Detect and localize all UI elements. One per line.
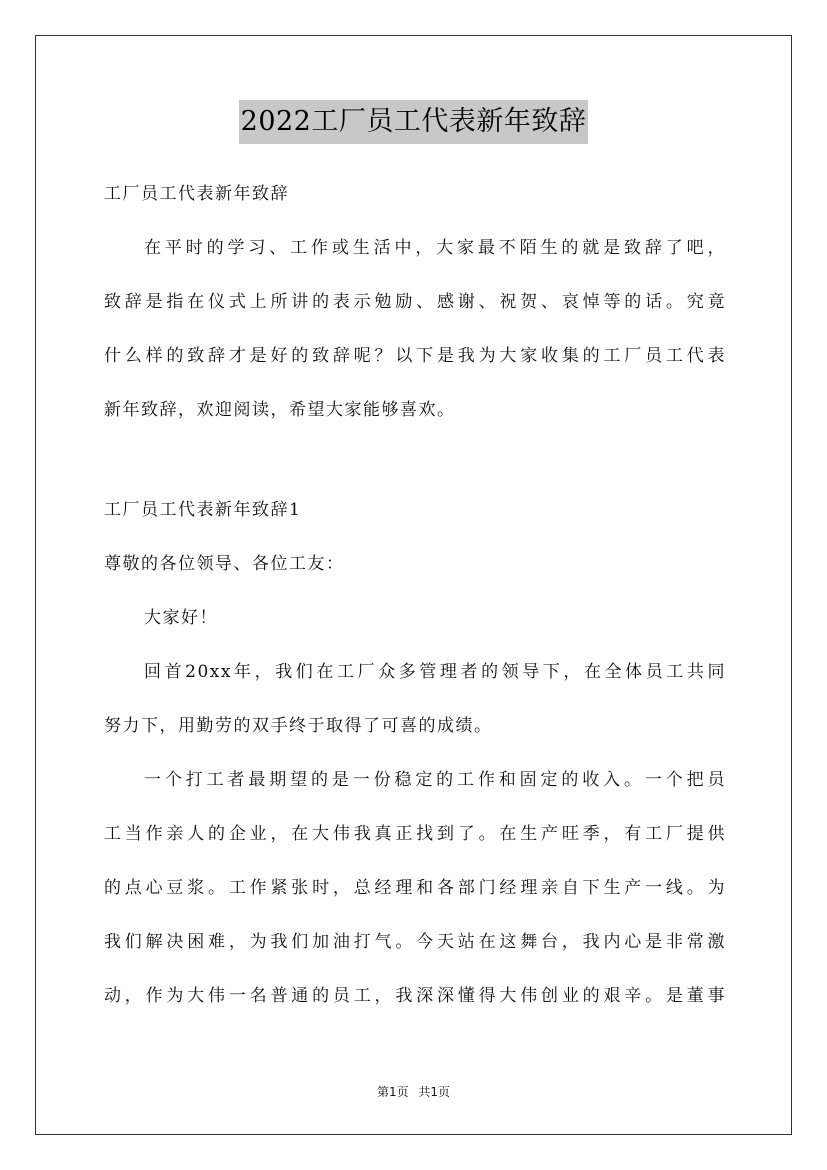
- para2-line-3: 的点心豆浆。工作紧张时，总经理和各部门经理亲自下生产一线。为: [104, 878, 726, 898]
- document-subtitle: 工厂员工代表新年致辞: [104, 184, 289, 204]
- page-footer: [0, 1083, 827, 1100]
- document-body: [104, 174, 726, 1016]
- intro-line-1: 在平时的学习、工作或生活中，大家最不陌生的就是致辞了吧，: [144, 238, 726, 258]
- greeting: 大家好！: [144, 608, 218, 628]
- para2-line-5: 动，作为大伟一名普通的员工，我深深懂得大伟创业的艰辛。是董事: [104, 986, 726, 1006]
- intro-line-4: 新年致辞，欢迎阅读，希望大家能够喜欢。: [104, 400, 456, 420]
- intro-line-2: 致辞是指在仪式上所讲的表示勉励、感谢、祝贺、哀悼等的话。究竟: [104, 292, 726, 312]
- page-number: 第1页: [376, 1085, 409, 1099]
- para2-line-1: 一个打工者最期望的是一份稳定的工作和固定的收入。一个把员: [144, 770, 726, 790]
- para2-line-4: 我们解决困难，为我们加油打气。今天站在这舞台，我内心是非常激: [104, 932, 726, 952]
- page-total: 共1页: [418, 1085, 451, 1099]
- title-area: [0, 100, 827, 144]
- salutation: 尊敬的各位领导、各位工友：: [104, 554, 345, 574]
- para2-line-2: 工当作亲人的企业，在大伟我真正找到了。在生产旺季，有工厂提供: [104, 824, 726, 844]
- para1-line-2: 努力下，用勤劳的双手终于取得了可喜的成绩。: [104, 716, 493, 736]
- section-heading: 工厂员工代表新年致辞1: [104, 500, 302, 520]
- para1-line-1: 回首20xx年，我们在工厂众多管理者的领导下，在全体员工共同: [144, 662, 726, 682]
- intro-line-3: 什么样的致辞才是好的致辞呢？以下是我为大家收集的工厂员工代表: [104, 346, 726, 366]
- document-title: 2022工厂员工代表新年致辞: [239, 100, 589, 144]
